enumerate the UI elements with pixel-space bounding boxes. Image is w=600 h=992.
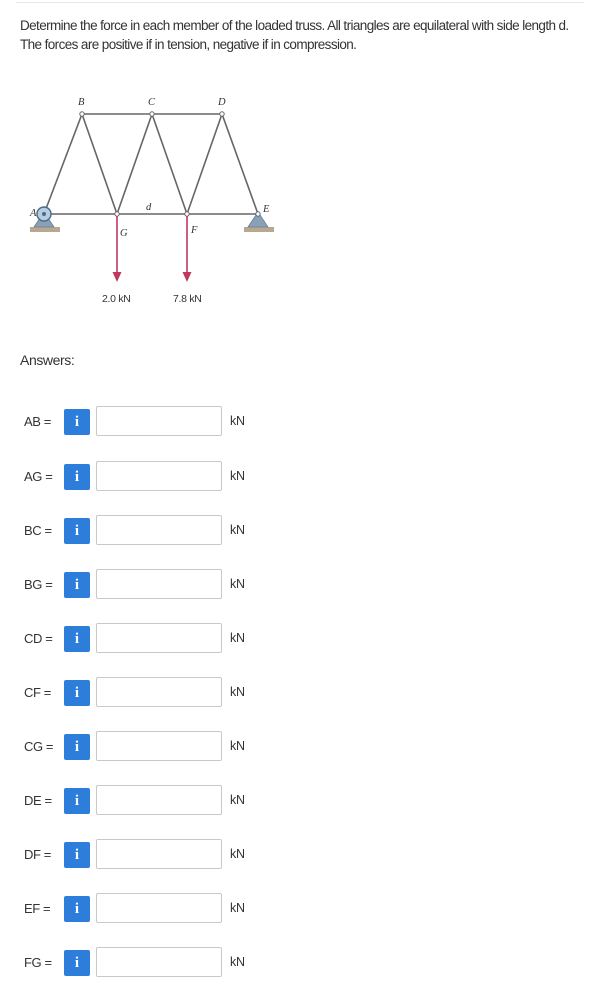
dimension-label-d: d bbox=[146, 202, 152, 213]
unit-label: kN bbox=[230, 577, 245, 591]
info-icon[interactable]: i bbox=[64, 464, 90, 490]
unit-label: kN bbox=[230, 793, 245, 807]
unit-label: kN bbox=[230, 685, 245, 699]
answer-row-ag bbox=[0, 461, 600, 493]
problem-statement: Determine the force in each member of the loaded truss. All triangles are equilateral with side length d. The forces are positive if in tension, negative if in compression. bbox=[20, 18, 569, 52]
answer-label: AB = bbox=[24, 414, 51, 429]
support-e bbox=[244, 212, 274, 232]
answer-input-ef[interactable] bbox=[96, 893, 222, 923]
answer-input-ab[interactable] bbox=[96, 406, 222, 436]
answer-input-ag[interactable] bbox=[96, 461, 222, 491]
joint-label-e: E bbox=[263, 204, 270, 215]
top-divider bbox=[16, 2, 584, 3]
load-label-g: 2.0 kN bbox=[102, 293, 131, 305]
unit-label: kN bbox=[230, 414, 245, 428]
joint-label-g: G bbox=[120, 228, 128, 239]
answer-label: DF = bbox=[24, 847, 51, 862]
info-icon[interactable]: i bbox=[64, 626, 90, 652]
answer-input-bc[interactable] bbox=[96, 515, 222, 545]
joint-label-a: A bbox=[30, 208, 37, 219]
member-bg bbox=[82, 114, 117, 214]
answer-input-cg[interactable] bbox=[96, 731, 222, 761]
answer-label: FG = bbox=[24, 955, 52, 970]
joint-label-b: B bbox=[78, 97, 85, 108]
unit-label: kN bbox=[230, 631, 245, 645]
info-icon[interactable]: i bbox=[64, 734, 90, 760]
answer-row-fg bbox=[0, 947, 600, 979]
answer-input-cd[interactable] bbox=[96, 623, 222, 653]
answer-row-cd bbox=[0, 623, 600, 655]
unit-label: kN bbox=[230, 901, 245, 915]
truss-joints bbox=[80, 112, 224, 216]
load-label-f: 7.8 kN bbox=[173, 293, 202, 305]
answer-row-cg bbox=[0, 731, 600, 763]
answer-input-cf[interactable] bbox=[96, 677, 222, 707]
answer-row-de bbox=[0, 785, 600, 817]
info-icon[interactable]: i bbox=[64, 842, 90, 868]
info-icon[interactable]: i bbox=[64, 896, 90, 922]
answer-input-fg[interactable] bbox=[96, 947, 222, 977]
answer-label: DE = bbox=[24, 793, 52, 808]
answers-heading: Answers: bbox=[20, 352, 75, 368]
answer-input-de[interactable] bbox=[96, 785, 222, 815]
joint-label-f: F bbox=[191, 225, 198, 236]
unit-label: kN bbox=[230, 523, 245, 537]
answer-row-ab bbox=[0, 406, 600, 438]
answer-input-bg[interactable] bbox=[96, 569, 222, 599]
answer-label: AG = bbox=[24, 469, 53, 484]
load-arrows bbox=[113, 216, 192, 282]
answer-label: CD = bbox=[24, 631, 53, 646]
unit-label: kN bbox=[230, 955, 245, 969]
truss-diagram bbox=[20, 86, 300, 322]
answer-row-df bbox=[0, 839, 600, 871]
info-icon[interactable]: i bbox=[64, 950, 90, 976]
truss-members bbox=[44, 114, 258, 214]
info-icon[interactable]: i bbox=[64, 788, 90, 814]
answer-label: BC = bbox=[24, 523, 52, 538]
info-icon[interactable]: i bbox=[64, 572, 90, 598]
joint-label-c: C bbox=[148, 97, 156, 108]
answer-row-bc bbox=[0, 515, 600, 547]
answer-label: CF = bbox=[24, 685, 51, 700]
unit-label: kN bbox=[230, 847, 245, 861]
answer-label: EF = bbox=[24, 901, 51, 916]
answer-label: BG = bbox=[24, 577, 53, 592]
answer-input-df[interactable] bbox=[96, 839, 222, 869]
info-icon[interactable]: i bbox=[64, 680, 90, 706]
answer-row-ef bbox=[0, 893, 600, 925]
answer-row-bg bbox=[0, 569, 600, 601]
info-icon[interactable]: i bbox=[64, 409, 90, 435]
joint-label-d: D bbox=[218, 97, 226, 108]
answer-row-cf bbox=[0, 677, 600, 709]
member-cg bbox=[117, 114, 152, 214]
member-cf bbox=[152, 114, 187, 214]
member-ab bbox=[44, 114, 82, 214]
answer-label: CG = bbox=[24, 739, 54, 754]
member-de bbox=[222, 114, 258, 214]
unit-label: kN bbox=[230, 739, 245, 753]
unit-label: kN bbox=[230, 469, 245, 483]
info-icon[interactable]: i bbox=[64, 518, 90, 544]
member-df bbox=[187, 114, 222, 214]
